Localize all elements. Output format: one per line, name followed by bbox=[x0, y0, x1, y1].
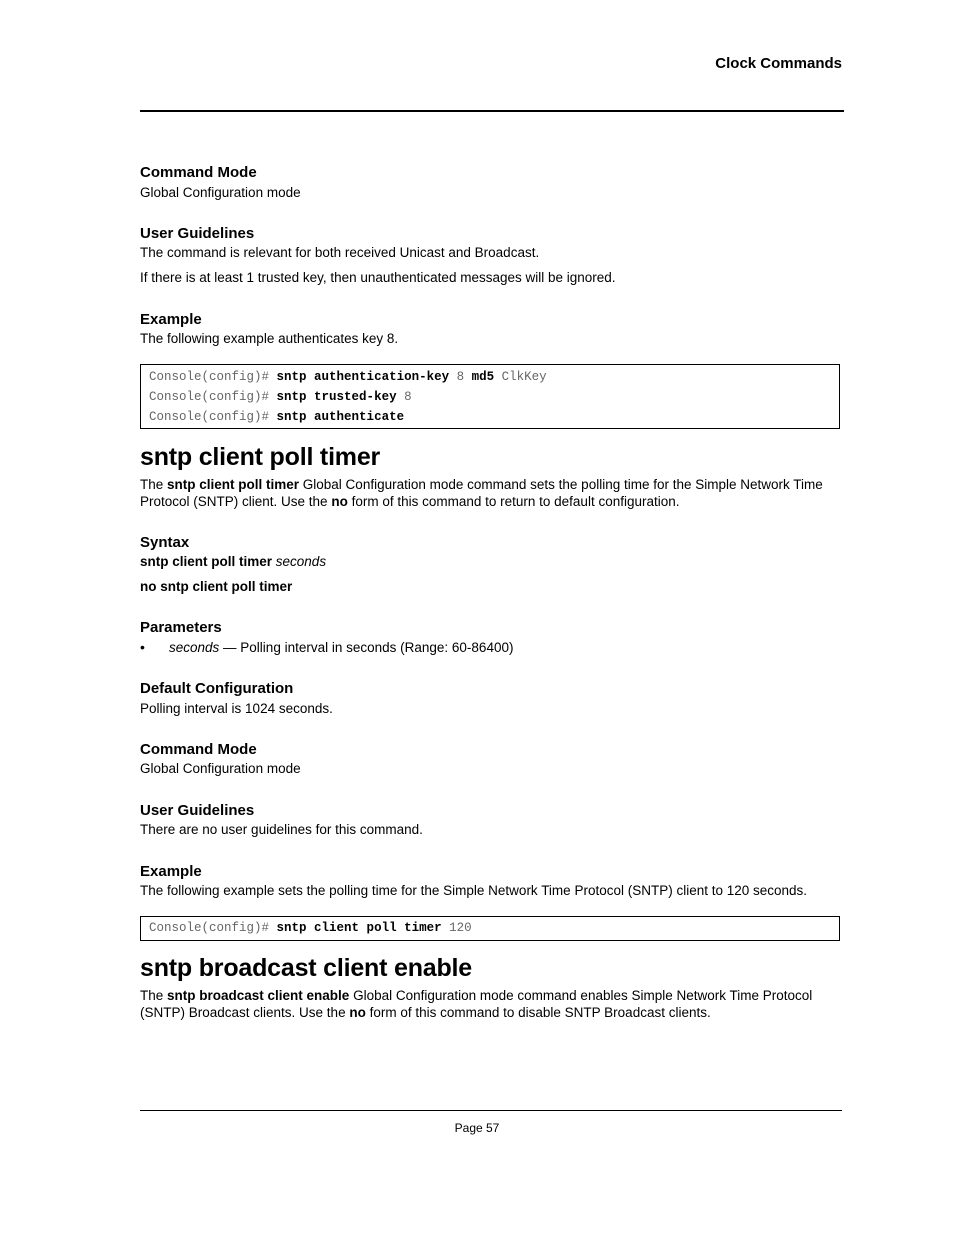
command-mode-text: Global Configuration mode bbox=[140, 761, 301, 776]
code-line: Console(config)# sntp client poll timer 120 bbox=[149, 921, 472, 935]
code-line: Console(config)# sntp trusted-key 8 bbox=[149, 390, 412, 404]
syntax-line-no: no sntp client poll timer bbox=[140, 579, 293, 594]
user-guidelines-line: If there is at least 1 trusted key, then unauthenticated messages will be ignored. bbox=[140, 270, 616, 285]
page-number: Page 57 bbox=[454, 1121, 500, 1135]
example-text: The following example sets the polling time for the Simple Network Time Protocol (SNTP) client to 120 seconds. bbox=[140, 883, 808, 898]
command-mode-heading: Command Mode bbox=[140, 164, 257, 181]
example-text: The following example authenticates key 8. bbox=[140, 331, 399, 346]
code-block bbox=[140, 364, 840, 429]
section-description: The sntp broadcast client enable Global Configuration mode command enables Simple Network Time Protocol (SNTP) Broadcast clients. Use the no form of this command to disable SNTP Broadcast clients. bbox=[140, 988, 813, 1020]
syntax-heading: Syntax bbox=[140, 534, 190, 551]
code-block bbox=[140, 916, 840, 941]
user-guidelines-heading: User Guidelines bbox=[140, 225, 255, 242]
user-guidelines-heading: User Guidelines bbox=[140, 802, 255, 819]
running-header: Clock Commands bbox=[715, 55, 842, 72]
footer-rule bbox=[140, 1110, 842, 1111]
command-mode-text: Global Configuration mode bbox=[140, 185, 301, 200]
default-config-heading: Default Configuration bbox=[140, 680, 294, 697]
command-mode-heading: Command Mode bbox=[140, 741, 257, 758]
user-guidelines-line: The command is relevant for both received Unicast and Broadcast. bbox=[140, 245, 540, 260]
example-heading: Example bbox=[140, 311, 202, 328]
parameters-heading: Parameters bbox=[140, 619, 222, 636]
syntax-line: sntp client poll timer seconds bbox=[140, 554, 327, 569]
parameter-item: seconds — Polling interval in seconds (Range: 60-86400) bbox=[169, 640, 514, 655]
example-heading: Example bbox=[140, 863, 202, 880]
user-guidelines-text: There are no user guidelines for this command. bbox=[140, 822, 423, 837]
section-title: sntp client poll timer bbox=[140, 443, 381, 471]
code-line: Console(config)# sntp authentication-key 8 md5 ClkKey bbox=[149, 370, 547, 384]
header-rule bbox=[140, 110, 844, 112]
section-title: sntp broadcast client enable bbox=[140, 954, 472, 982]
default-config-text: Polling interval is 1024 seconds. bbox=[140, 701, 333, 716]
bullet-icon: • bbox=[140, 639, 145, 655]
code-line: Console(config)# sntp authenticate bbox=[149, 410, 405, 424]
section-description: The sntp client poll timer Global Configuration mode command sets the polling time for the Simple Network Time Protocol (SNTP) client. Use the no form of this command to return to default configuration. bbox=[140, 477, 823, 509]
